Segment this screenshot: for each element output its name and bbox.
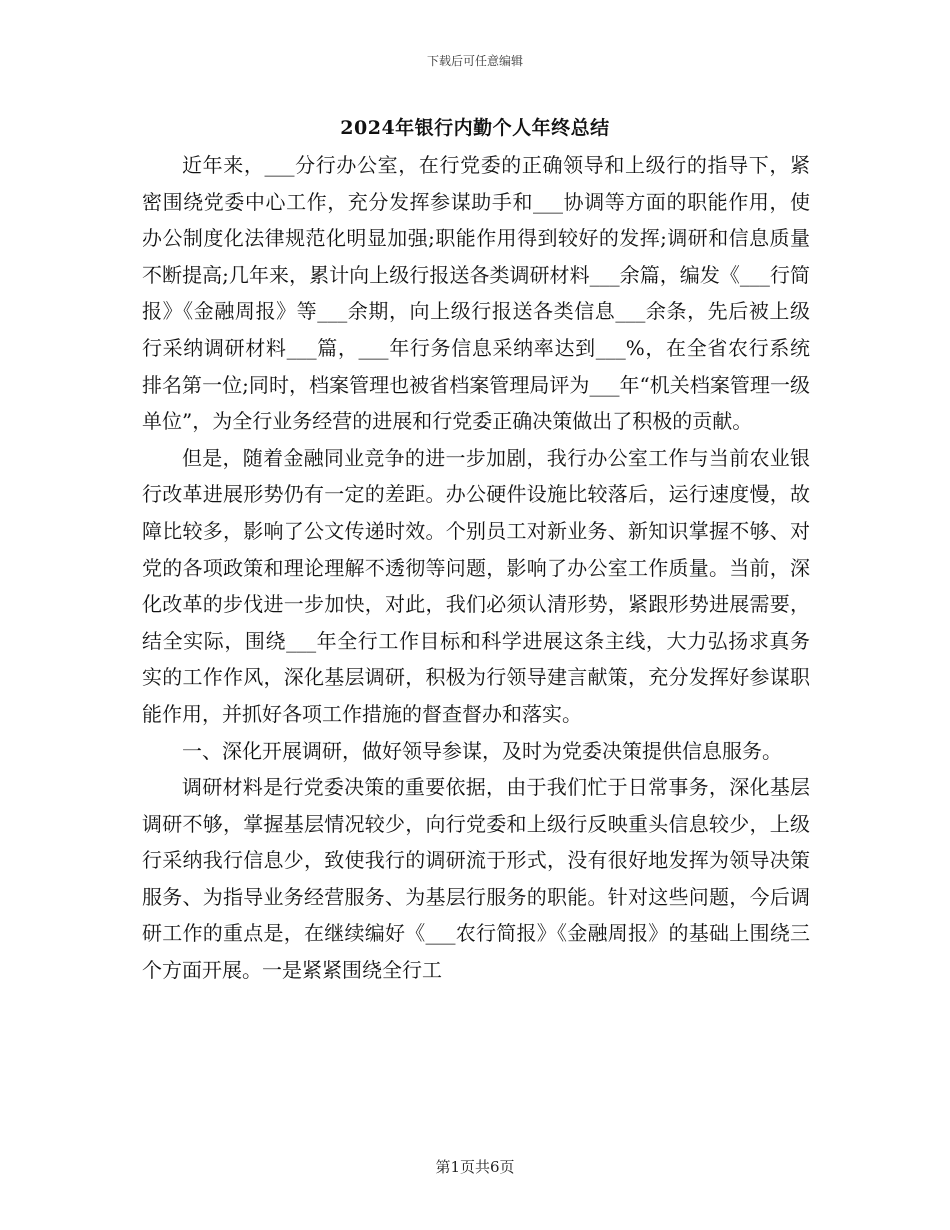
page-number-indicator: 第1页共6页	[435, 1158, 515, 1176]
section-heading-1: 一、深化开展调研，做好领导参谋，及时为党委决策提供信息服务。	[182, 738, 782, 763]
page-header-note: 下载后可任意编辑	[426, 54, 523, 68]
paragraph-1: 近年来，___分行办公室，在行党委的正确领导和上级行的指导下，紧密围绕党委中心工作，充分发挥参谋助手和___协调等方面的职能作用，使办公制度化法律规范化明显加强;职能作用得到较好的发挥;调研和信息质量不断提高;几年来，累计向上级行报送各类调研材料___余篇，编发《___行简报》《金融周报》等___余期，向上级行报送各类信息___余条，先后被上级行采纳调研材料___篇，___年行务信息采纳率达到___%，在全省农行系统排名第一位;同时，档案管理也被省档案管理局评为___年“机关档案管理一级单位”，为全行业务经营的进展和行党委正确决策做出了积极的贡献。	[142, 153, 810, 434]
paragraph-3: 调研材料是行党委决策的重要依据，由于我们忙于日常事务，深化基层调研不够，掌握基层情况较少，向行党委和上级行反映重头信息较少，上级行采纳我行信息少，致使我行的调研流于形式，没有很好地发挥为领导决策服务、为指导业务经营服务、为基层行服务的职能。针对这些问题，今后调研工作的重点是，在继续编好《___农行简报》《金融周报》的基础上围绕三个方面开展。一是紧紧围绕全行工	[142, 775, 810, 983]
document-title: 2024年银行内勤个人年终总结	[340, 117, 610, 139]
document-body	[142, 147, 810, 989]
paragraph-2: 但是，随着金融同业竞争的进一步加剧，我行办公室工作与当前农业银行改革进展形势仍有一定的差距。办公硬件设施比较落后，运行速度慢，故障比较多，影响了公文传递时效。个别员工对新业务、新知识掌握不够、对党的各项政策和理论理解不透彻等问题，影响了办公室工作质量。当前，深化改革的步伐进一步加快，对此，我们必须认清形势，紧跟形势进展需要，结全实际，围绕___年全行工作目标和科学进展这条主线，大力弘扬求真务实的工作作风，深化基层调研，积极为行领导建言献策，充分发挥好参谋职能作用，并抓好各项工作措施的督查督办和落实。	[142, 445, 810, 726]
